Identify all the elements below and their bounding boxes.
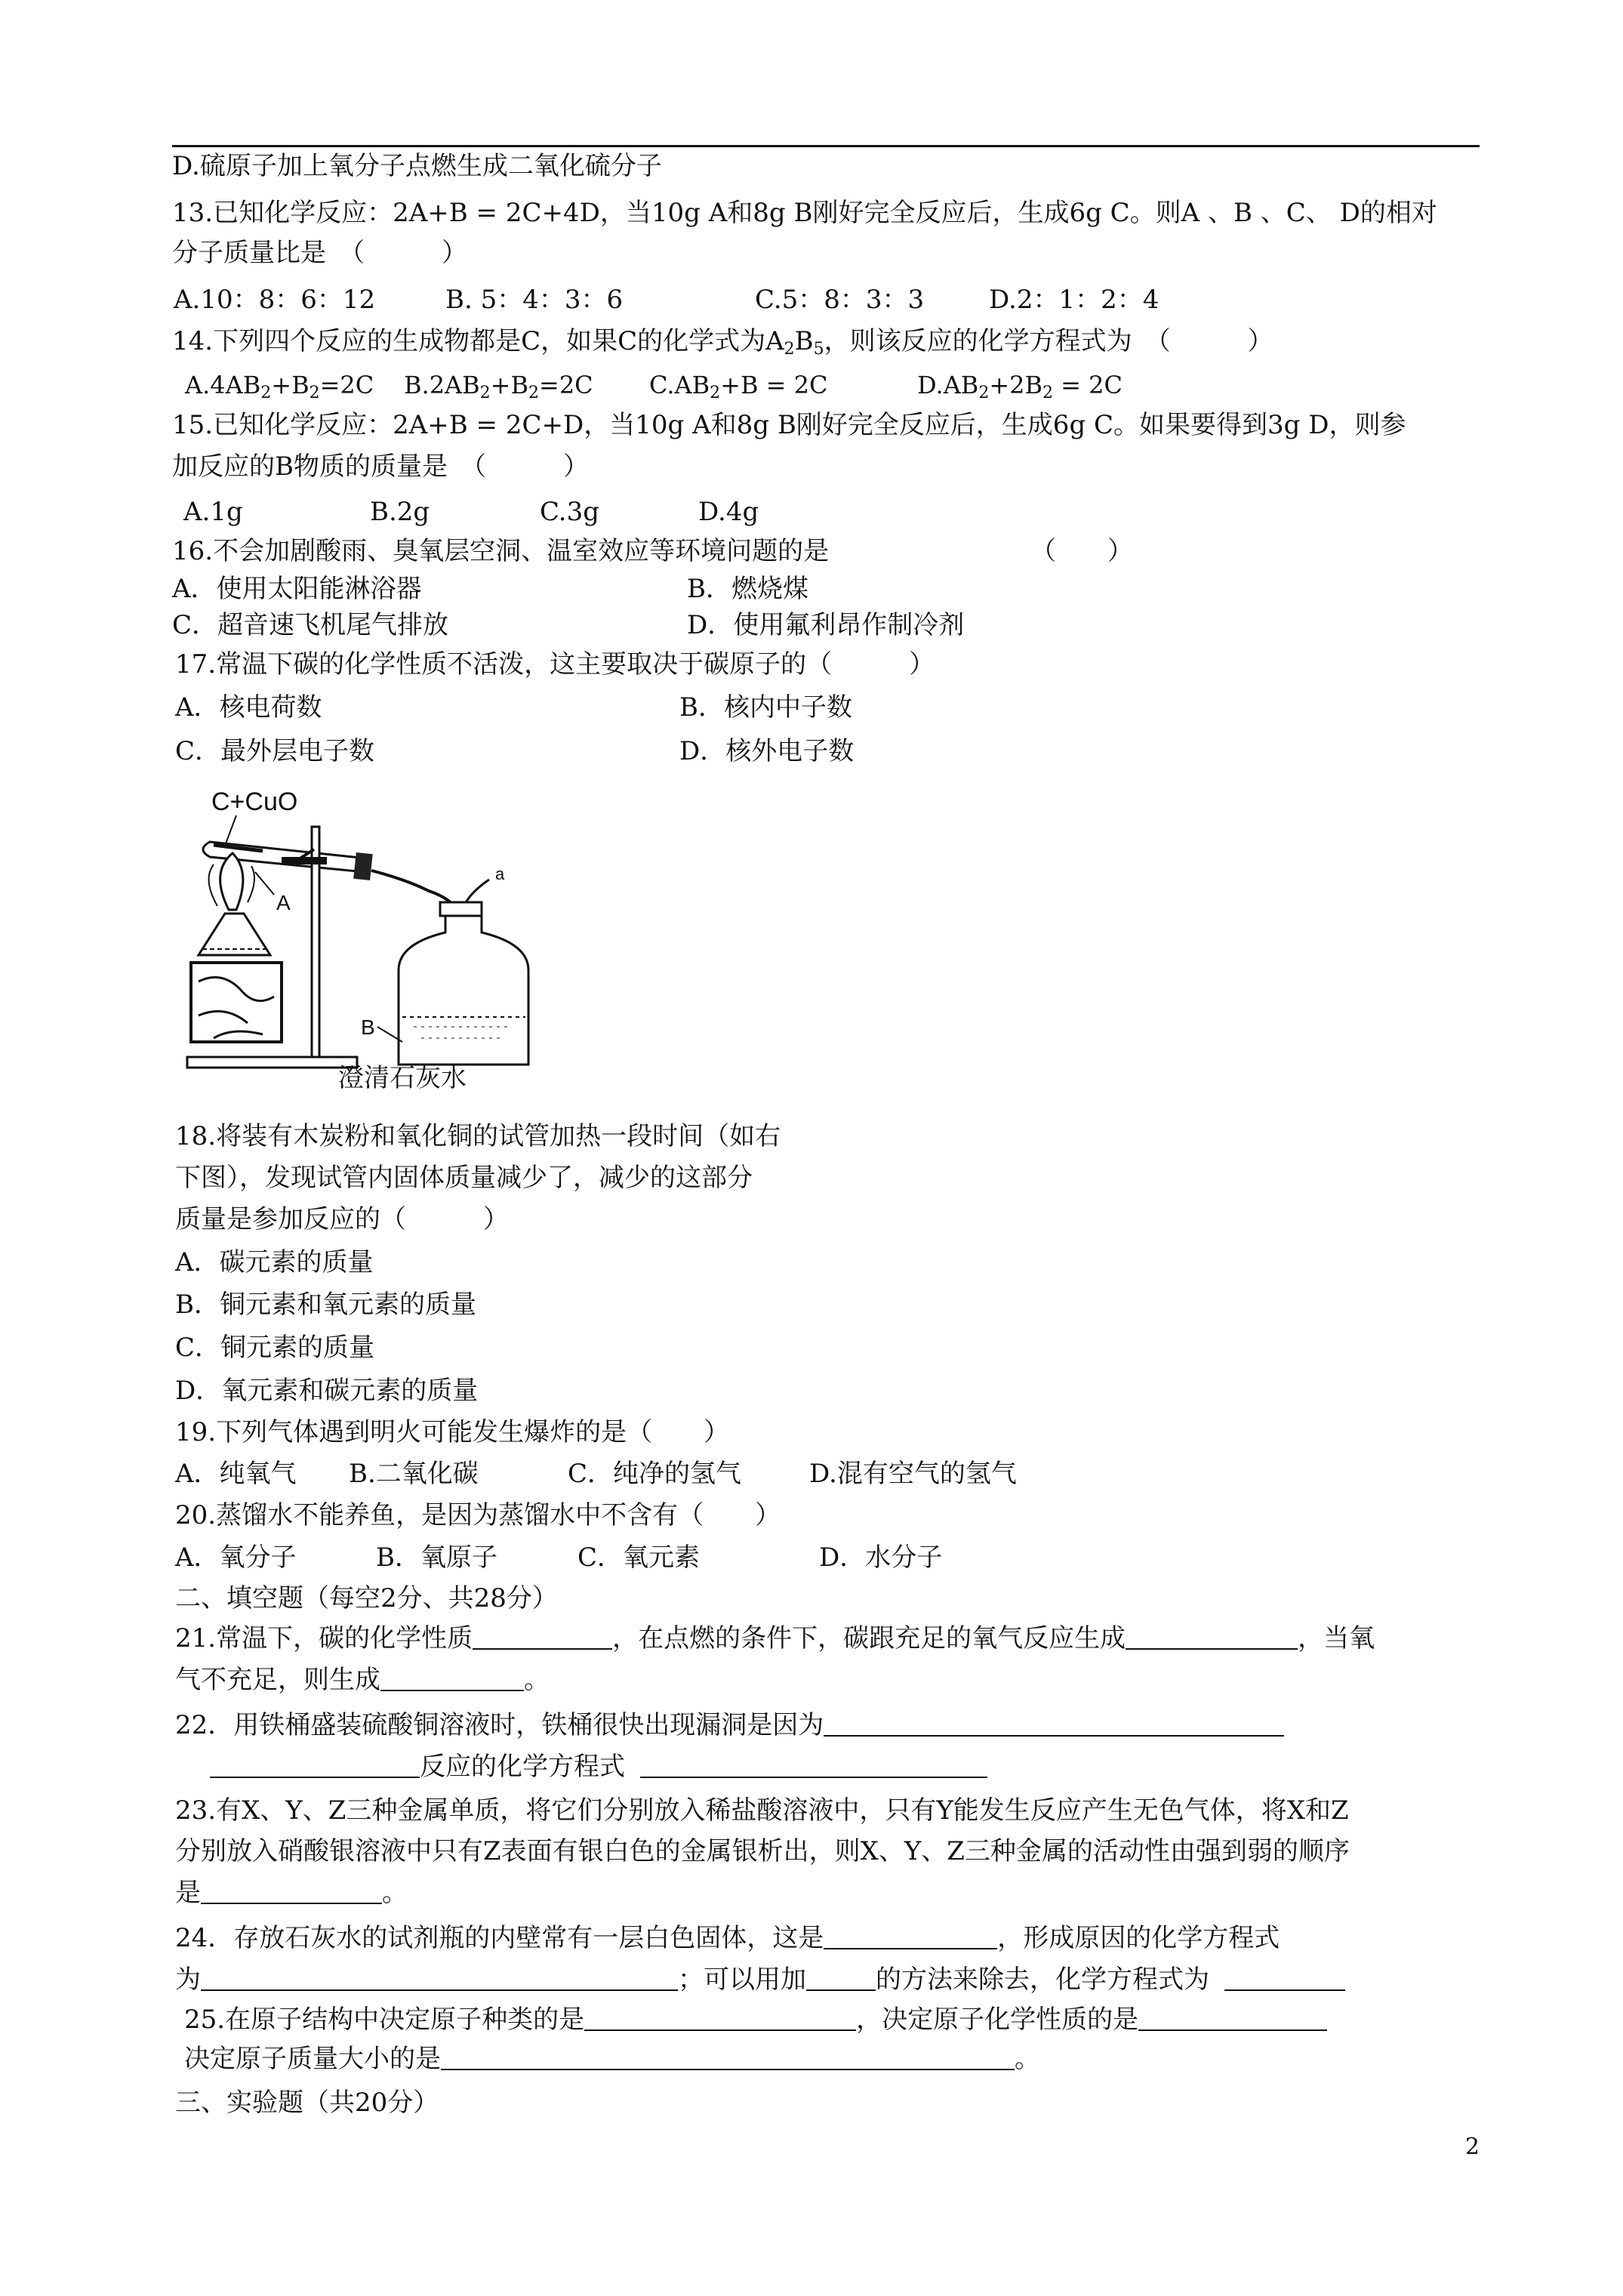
q17-option-a: A．核电荷数 xyxy=(175,692,322,723)
q15-option-c: C.3g xyxy=(540,497,600,527)
q14-option-a: $A.4AB_2+B_2=2C$ xyxy=(185,371,374,402)
q19-option-c: C．纯净的氢气 xyxy=(568,1459,742,1489)
q20-option-c: C．氧元素 xyxy=(577,1542,701,1573)
q14-option-d: $D.AB_2+2B_2 = 2C$ xyxy=(917,371,1123,402)
q15-stem: 15.已知化学反应：2A+B = 2C+D，当10g A和8g B刚好完全反应后，生成6g C。如果要得到3g D，则参 xyxy=(172,410,1406,440)
section-experiment-title: 三、实验题（共20分） xyxy=(175,2088,439,2118)
q22-blank-3[interactable] xyxy=(640,1754,987,1778)
q23-stem: 23.有X、Y、Z三种金属单质，将它们分别放入稀盐酸溶液中，只有Y能发生反应产生无色气体，将X和Z xyxy=(175,1795,1349,1826)
q24-blank-3[interactable] xyxy=(806,1967,876,1991)
wood-block xyxy=(191,963,282,1042)
q16-stem: 16.不会加剧酸雨、臭氧层空洞、温室效应等环境问题的是 xyxy=(172,536,830,566)
q22-blank-2[interactable] xyxy=(210,1754,420,1778)
figure-caption: 澄清石灰水 xyxy=(338,1063,467,1093)
q16-option-b: B．燃烧煤 xyxy=(687,574,808,604)
q15-option-b: B.2g xyxy=(370,497,430,527)
q13-option-b: B. 5：4：3：6 xyxy=(445,285,624,315)
q12-option-d: D.硫原子加上氧分子点燃生成二氧化硫分子 xyxy=(172,151,662,181)
q15-stem-cont: 加反应的B物质的质量是 （ ） xyxy=(172,451,589,482)
q20-option-b: B．氧原子 xyxy=(376,1542,497,1573)
flame xyxy=(220,853,243,910)
section-fill-in-title: 二、填空题（每空2分、共28分） xyxy=(175,1583,558,1613)
q13-stem-cont: 分子质量比是 （ ） xyxy=(172,238,467,268)
q16-option-a: A．使用太阳能淋浴器 xyxy=(172,574,422,604)
q24-blank-2[interactable] xyxy=(201,1967,678,1991)
q25-line2: 决定原子质量大小的是 。 xyxy=(184,2044,1040,2074)
q19-option-a: A．纯氧气 xyxy=(175,1459,297,1489)
q24-blank-4[interactable] xyxy=(1224,1967,1345,1991)
q18-option-d: D．氧元素和碳元素的质量 xyxy=(175,1376,479,1406)
q15-option-d: D.4g xyxy=(698,497,759,527)
q23-blank[interactable] xyxy=(201,1880,382,1904)
q21-blank-3[interactable] xyxy=(380,1667,524,1691)
q18-stem: 18.将装有木炭粉和氧化铜的试管加热一段时间（如右 xyxy=(175,1121,781,1151)
gas-bottle xyxy=(399,916,528,1065)
q16-option-d: D．使用氟利昂作制冷剂 xyxy=(687,610,965,640)
page-number: 2 xyxy=(1464,2134,1480,2160)
q25-blank-1[interactable] xyxy=(584,2007,856,2031)
top-divider xyxy=(172,145,1480,147)
q17-option-d: D．核外电子数 xyxy=(679,736,855,766)
q18-option-c: C．铜元素的质量 xyxy=(175,1333,375,1363)
q21-line1: 21.常温下，碳的化学性质 ，在点燃的条件下，碳跟充足的氧气反应生成 ，当氧 xyxy=(175,1623,1375,1653)
q21-blank-2[interactable] xyxy=(1126,1626,1298,1650)
q19-stem: 19.下列气体遇到明火可能发生爆炸的是（ ） xyxy=(175,1417,730,1447)
q18-stem-cont2: 质量是参加反应的（ ） xyxy=(175,1204,509,1234)
q24-line2: 为 ；可以用加 的方法来除去，化学方程式为 xyxy=(175,1965,1345,1995)
q18-stem-cont1: 下图），发现试管内固体质量减少了，减少的这部分 xyxy=(175,1163,753,1193)
q18-option-a: A．碳元素的质量 xyxy=(175,1247,374,1277)
q24-blank-1[interactable] xyxy=(824,1925,997,1949)
q17-stem: 17.常温下碳的化学性质不活泼，这主要取决于碳原子的（ ） xyxy=(175,649,935,680)
q14-option-b: $B.2AB_2+B_2=2C$ xyxy=(404,371,593,402)
q22-line1: 22．用铁桶盛装硫酸铜溶液时，铁桶很快出现漏洞是因为 xyxy=(175,1710,1284,1740)
q23-line3: 是 。 xyxy=(175,1878,408,1908)
q17-option-c: C．最外层电子数 xyxy=(175,736,375,766)
q18-option-b: B．铜元素和氧元素的质量 xyxy=(175,1290,476,1320)
figure-top-label: C+CuO xyxy=(211,787,298,816)
q20-option-d: D．水分子 xyxy=(819,1542,943,1573)
q25-line1: 25.在原子结构中决定原子种类的是 ，决定原子化学性质的是 xyxy=(184,2005,1327,2035)
apparatus-figure xyxy=(180,781,534,1099)
q23-stem-cont: 分别放入硝酸银溶液中只有Z表面有银白色的金属银析出，则X、Y、Z三种金属的活动性由强到弱的顺序 xyxy=(175,1836,1350,1866)
q13-option-a: A.10：8：6：12 xyxy=(174,285,376,315)
q16-paren: （ ） xyxy=(1030,536,1133,566)
q25-blank-3[interactable] xyxy=(441,2046,1015,2070)
q14-option-c: $C.AB_2+B = 2C$ xyxy=(649,371,828,402)
q22-line2: 反应的化学方程式 xyxy=(210,1752,987,1782)
q13-option-d: D.2：1：2：4 xyxy=(989,285,1160,315)
label-a: A xyxy=(276,891,291,914)
q13-option-c: C.5：8：3：3 xyxy=(755,285,925,315)
q22-blank-1[interactable] xyxy=(824,1712,1284,1737)
q19-option-d: D.混有空气的氢气 xyxy=(809,1459,1017,1489)
label-small-a: a xyxy=(495,864,505,883)
q17-option-b: B．核内中子数 xyxy=(679,692,852,723)
label-b: B xyxy=(361,1015,375,1039)
q16-option-c: C．超音速飞机尾气排放 xyxy=(172,610,449,640)
q25-blank-2[interactable] xyxy=(1138,2007,1327,2031)
q19-option-b: B.二氧化碳 xyxy=(349,1459,479,1489)
q15-option-a: A.1g xyxy=(183,497,243,527)
q14-stem: 14.下列四个反应的生成物都是C，如果C的化学式为$A_2B_5$，则该反应的化学方程式为 （ ） xyxy=(172,326,1273,359)
q20-stem: 20.蒸馏水不能养鱼，是因为蒸馏水中不含有（ ） xyxy=(175,1500,781,1530)
q21-line2: 气不充足，则生成 。 xyxy=(175,1665,550,1695)
q24-line1: 24．存放石灰水的试剂瓶的内壁常有一层白色固体，这是 ，形成原因的化学方程式 xyxy=(175,1923,1280,1953)
q13-stem: 13.已知化学反应：2A+B = 2C+4D，当10g A和8g B刚好完全反应后，生成6g C。则A 、B 、C、 D的相对 xyxy=(172,198,1437,228)
q21-blank-1[interactable] xyxy=(473,1626,612,1650)
q20-option-a: A．氧分子 xyxy=(175,1542,297,1573)
